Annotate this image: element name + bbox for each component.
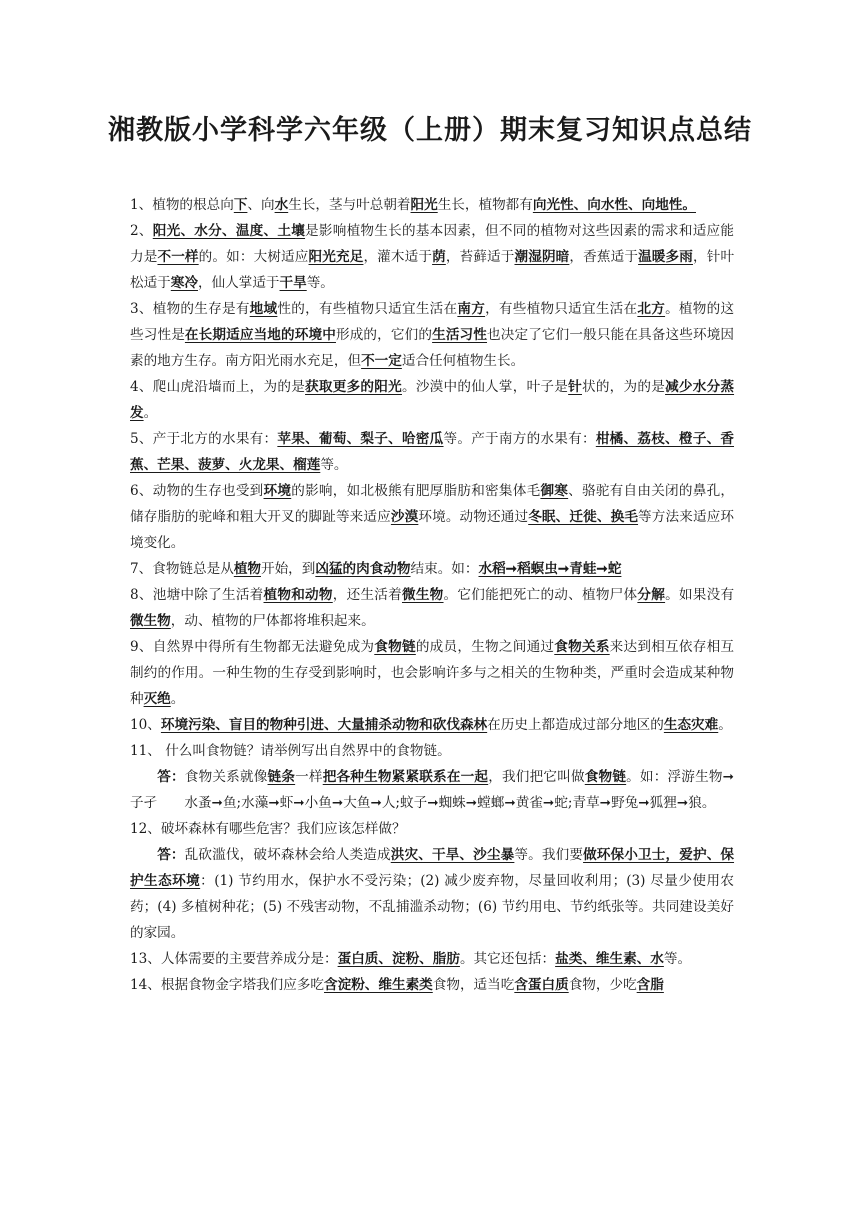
paragraph-text: 的影响，如北极熊有肥厚脂肪和密集体毛: [291, 483, 541, 499]
key-term: 获取更多的阳光: [305, 379, 402, 395]
paragraph-text: 生长，植物都有: [437, 197, 533, 213]
paragraph-2: [130, 218, 734, 296]
paragraph-text: 9、自然界中得所有生物都无法避免成为: [130, 639, 375, 655]
paragraph-text: 开始，到: [261, 561, 316, 577]
key-term: 干旱: [279, 275, 307, 291]
document-body: [130, 192, 734, 998]
paragraph-text: 等。: [306, 275, 334, 291]
paragraph-text: 12、破坏森林有哪些危害？我们应该怎样做？: [130, 821, 406, 837]
paragraph-text: 14、根据食物金字塔我们应多吃: [130, 977, 325, 993]
key-term: 荫: [432, 249, 446, 265]
paragraph-text: 等。产于南方的水果有：: [443, 431, 596, 447]
paragraph-text: ，针叶松适于: [130, 249, 735, 291]
paragraph-16: [130, 972, 734, 998]
paragraph-text: 3、植物的生存是有: [130, 301, 250, 317]
paragraph-text: 2、: [130, 223, 153, 239]
paragraph-text: ，我们把它叫做: [488, 769, 585, 785]
key-term: 把各种生物紧紧联系在一起: [322, 769, 489, 785]
key-term: 针: [568, 379, 582, 395]
paragraph-text: 的。如：大树适应: [198, 249, 309, 265]
paragraph-text: 6、动物的生存也受到: [130, 483, 264, 499]
paragraph-7: [130, 556, 734, 582]
key-term: 分解: [637, 587, 666, 603]
paragraph-text: ，香蕉适于: [569, 249, 639, 265]
paragraph-1: [130, 192, 734, 218]
paragraph-8: [130, 582, 734, 634]
paragraph-text: 10、: [130, 717, 161, 733]
paragraph-6: [130, 478, 734, 556]
key-term: 环境: [263, 483, 292, 499]
key-term: 食物关系: [554, 639, 610, 655]
paragraph-text: 。沙漠中的仙人掌，叶子是: [401, 379, 569, 395]
key-term: 不一定: [361, 353, 402, 369]
key-term: 含脂: [636, 977, 664, 993]
paragraph-text: ，灌木适于: [363, 249, 433, 265]
paragraph-text: 等。: [320, 457, 348, 473]
key-term: 向光性、向水性、向地性。: [532, 197, 696, 213]
key-term: 食物链: [584, 769, 627, 785]
paragraph-text: 。: [143, 405, 158, 421]
key-term: 潮湿阴暗: [514, 249, 570, 265]
paragraph-text: 1、植物的根总向: [130, 197, 234, 213]
paragraph-14: [130, 842, 734, 946]
paragraph-text: 。植物的这些习性是: [130, 301, 735, 343]
paragraph-text: 的成员，生物之间通过: [415, 639, 555, 655]
paragraph-text: 在历史上都造成过部分地区的: [487, 717, 664, 733]
key-term: 减少水分蒸发: [130, 379, 735, 421]
paragraph-text: 、骆驼有自由关闭的鼻孔，储存脂肪的驼峰和粗大开叉的脚趾等来适应: [130, 483, 735, 525]
key-term: 蛋白质、淀粉、脂肪: [337, 951, 460, 967]
key-term: 在长期适应当地的环境中: [184, 327, 336, 343]
key-term: 灭绝: [143, 691, 171, 707]
key-term: 水稻➞稻螟虫➞青蛙➞蛇: [478, 561, 622, 577]
page-title: 湘教版小学科学六年级（上册）期末复习知识点总结: [108, 115, 752, 146]
paragraph-10: [130, 712, 734, 738]
paragraph-text: 等方法来适应环境变化。: [130, 509, 735, 551]
paragraph-text: 也决定了它们一般只能在具备这些环境因素的地方生存。南方阳光雨水充足，但: [130, 327, 735, 369]
key-term: 御寒: [540, 483, 569, 499]
paragraph-text: 。如果没有: [665, 587, 735, 603]
paragraph-12: [130, 764, 734, 816]
key-term: 环境污染、盲目的物种引进、大量捕杀动物和砍伐森林: [160, 717, 488, 733]
key-term: 阳光充足: [308, 249, 364, 265]
paragraph-text: 性的，有些植物只适宜生活在: [277, 301, 458, 317]
paragraph-text: 7、食物链总是从: [130, 561, 234, 577]
paragraph-text: 适合任何植物生长。: [401, 353, 525, 369]
paragraph-text: 等。我们要: [514, 847, 584, 863]
paragraph-text: 结束。如：: [410, 561, 479, 577]
paragraph-3: [130, 296, 734, 374]
paragraph-text: 。: [718, 717, 732, 733]
key-term: 寒冷: [170, 275, 198, 291]
key-term: 微生物: [130, 613, 171, 629]
key-term: 生活习性: [432, 327, 488, 343]
key-term: 洪灾、干旱、沙尘暴: [390, 847, 515, 863]
key-term: 链条: [267, 769, 296, 785]
paragraph-9: [130, 634, 734, 712]
paragraph-text: 。: [170, 691, 185, 707]
key-term: 北方: [637, 301, 666, 317]
paragraph-text: ，苔藓适于: [445, 249, 515, 265]
answer-label: 答：: [157, 769, 185, 785]
paragraph-text: 食物，适当吃: [432, 977, 515, 993]
key-term: 植物: [233, 561, 261, 577]
key-term: 不一样: [157, 249, 199, 265]
paragraph-text: 是影响植物生长的基本因素，但不同的植物对这些因素的需求和适应能力是: [130, 223, 734, 265]
key-term: 微生物: [401, 587, 444, 603]
paragraph-text: 。如：浮游生物➞子孑 水蚤➞鱼;水藻➞虾➞小鱼➞大鱼➞人;蚊子➞蜘蛛➞螳螂➞黄雀➞蛇;青草➞野兔➞狐狸➞狼。: [130, 769, 735, 811]
paragraph-text: 。其它还包括：: [459, 951, 556, 967]
paragraph-text: 等。: [663, 951, 692, 967]
key-term: 做环保小卫士，爱护、保护生态环境: [130, 847, 735, 889]
paragraph-text: 生长，茎与叶总朝着: [288, 197, 411, 213]
key-term: 柑橘、荔枝、橙子、香蕉、芒果、菠萝、火龙果、榴莲: [130, 431, 735, 473]
paragraph-text: 形成的，它们的: [335, 327, 433, 343]
paragraph-text: 环境。动物还通过: [418, 509, 529, 525]
paragraph-text: ，仙人掌适于: [197, 275, 280, 291]
key-term: 下: [233, 197, 248, 213]
paragraph-text: 一样: [295, 769, 323, 785]
key-term: 阳光: [410, 197, 438, 213]
paragraph-text: 食物关系就像: [184, 769, 268, 785]
paragraph-text: 来达到相互依存相互制约的作用。一种生物的生存受到影响时，也会影响许多与之相关的生物种类，严重时会造成某种物种: [130, 639, 735, 707]
key-term: 含淀粉、维生素类: [324, 977, 433, 993]
paragraph-text: 。它们能把死亡的动、植物尸体: [443, 587, 638, 603]
paragraph-text: 乱砍滥伐，破坏森林会给人类造成: [184, 847, 391, 863]
paragraph-text: ，动、植物的尸体都将堆积起来。: [170, 613, 375, 629]
paragraph-5: [130, 426, 734, 478]
paragraph-11: [130, 738, 734, 764]
key-term: 含蛋白质: [514, 977, 569, 993]
paragraph-text: 13、人体需要的主要营养成分是：: [130, 951, 338, 967]
key-term: 凶猛的肉食动物: [315, 561, 411, 577]
key-term: 水: [274, 197, 289, 213]
paragraph-text: 5、产于北方的水果有：: [130, 431, 278, 447]
key-term: 食物链: [374, 639, 416, 655]
paragraph-text: 4、爬山虎沿墙而上，为的是: [130, 379, 306, 395]
key-term: 南方: [457, 301, 486, 317]
key-term: 地域: [249, 301, 278, 317]
paragraph-text: ，有些植物只适宜生活在: [485, 301, 638, 317]
paragraph-text: 食物，少吃: [568, 977, 637, 993]
key-term: 阳光、水分、温度、土壤: [152, 223, 306, 239]
key-term: 温暖多雨: [638, 249, 693, 265]
paragraph-text: 11、 什么叫食物链？请举例写出自然界中的食物链。: [130, 743, 451, 759]
key-term: 沙漠: [390, 509, 419, 525]
key-term: 冬眠、迁徙、换毛: [528, 509, 639, 525]
paragraph-15: [130, 946, 734, 972]
key-term: 苹果、葡萄、梨子、哈密瓜: [277, 431, 444, 447]
key-term: 盐类、维生素、水: [555, 951, 664, 967]
paragraph-text: ，还生活着: [332, 587, 402, 603]
paragraph-text: 、向: [247, 197, 275, 213]
paragraph-4: [130, 374, 734, 426]
paragraph-text: ：(1) 节约用水，保护水不受污染；(2) 减少废弃物，尽量回收利用；(3) 尽量少使用农药；(4) 多植树种花；(5) 不残害动物，不乱捕滥杀动物；(6) 节约用电、节约纸张等。共同建设美好的家园。: [130, 873, 734, 941]
paragraph-13: [130, 816, 734, 842]
paragraph-text: 8、池塘中除了生活着: [130, 587, 264, 603]
key-term: 植物和动物: [263, 587, 333, 603]
paragraph-text: 状的，为的是: [581, 379, 666, 395]
key-term: 生态灾难: [663, 717, 719, 733]
answer-label: 答：: [157, 847, 185, 863]
